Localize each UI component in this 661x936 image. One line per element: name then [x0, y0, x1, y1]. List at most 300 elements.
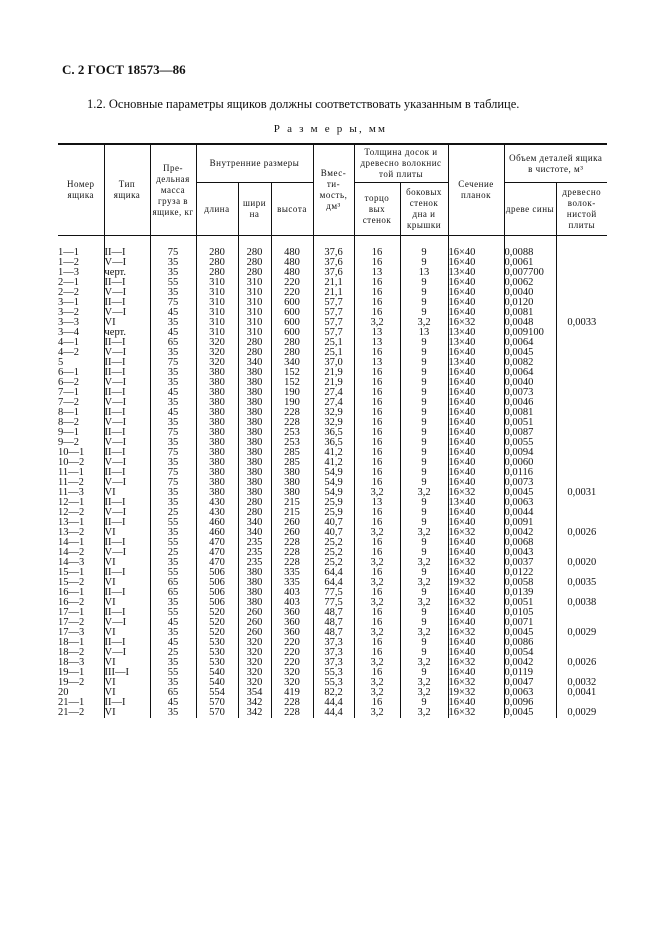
- cell-fiberboard-volume: [556, 348, 607, 358]
- cell-inner-width: 380: [238, 568, 271, 578]
- cell-inner-height: 152: [271, 368, 313, 378]
- cell-box-number: 17—1: [58, 607, 85, 618]
- cell-end-wall-thickness: 16: [354, 288, 400, 298]
- cell-max-load: 75: [150, 298, 196, 308]
- cell-slat-section: 16×40: [448, 668, 504, 678]
- cell-capacity: 44,4: [313, 698, 354, 708]
- cell-box-type: VI: [104, 488, 150, 498]
- cell-slat-section: 13×40: [448, 338, 504, 348]
- cell-wood-volume: 0,0116: [504, 468, 556, 478]
- cell-end-wall-thickness: 3,2: [354, 678, 400, 688]
- cell-end-wall-thickness: 16: [354, 508, 400, 518]
- cell-capacity: 21,1: [313, 278, 354, 288]
- cell-inner-width: 380: [238, 478, 271, 488]
- cell-inner-height: 419: [271, 688, 313, 698]
- cell-inner-width: 380: [238, 428, 271, 438]
- cell-box-number: 14—1: [58, 537, 85, 548]
- cell-box-type: VI: [104, 528, 150, 538]
- cell-max-load: 35: [150, 258, 196, 268]
- cell-fiberboard-volume: [556, 288, 607, 298]
- cell-inner-height: 228: [271, 418, 313, 428]
- cell-wood-volume: 0,0042: [504, 528, 556, 538]
- cell-wood-volume: 0,0046: [504, 398, 556, 408]
- cell-inner-width: 340: [238, 358, 271, 368]
- cell-wood-volume: 0,0060: [504, 458, 556, 468]
- cell-inner-length: 506: [196, 578, 238, 588]
- cell-capacity: 37,6: [313, 268, 354, 278]
- cell-max-load: 35: [150, 528, 196, 538]
- cell-side-wall-thickness: 9: [400, 698, 448, 708]
- cell-end-wall-thickness: 16: [354, 518, 400, 528]
- cell-box-number: 19—2: [58, 677, 85, 688]
- cell-box-number: 3—3: [58, 317, 79, 328]
- cell-slat-section: 13×40: [448, 498, 504, 508]
- cell-side-wall-thickness: 3,2: [400, 678, 448, 688]
- cell-inner-width: 380: [238, 438, 271, 448]
- cell-side-wall-thickness: 9: [400, 358, 448, 368]
- cell-box-number: 16—2: [58, 597, 85, 608]
- cell-side-wall-thickness: 3,2: [400, 598, 448, 608]
- cell-max-load: 35: [150, 378, 196, 388]
- cell-capacity: 54,9: [313, 488, 354, 498]
- cell-wood-volume: 0,0054: [504, 648, 556, 658]
- cell-capacity: 37,6: [313, 258, 354, 268]
- cell-max-load: 35: [150, 348, 196, 358]
- cell-box-type: II—I: [104, 248, 150, 258]
- cell-box-type: V—I: [104, 508, 150, 518]
- cell-capacity: 44,4: [313, 708, 354, 718]
- cell-slat-section: 16×40: [448, 478, 504, 488]
- cell-capacity: 48,7: [313, 608, 354, 618]
- cell-slat-section: 16×32: [448, 558, 504, 568]
- cell-inner-height: 253: [271, 428, 313, 438]
- cell-end-wall-thickness: 13: [354, 358, 400, 368]
- cell-inner-width: 320: [238, 668, 271, 678]
- cell-wood-volume: 0,0091: [504, 518, 556, 528]
- cell-box-type: черт.: [104, 328, 150, 338]
- cell-inner-length: 320: [196, 358, 238, 368]
- cell-inner-height: 260: [271, 528, 313, 538]
- cell-slat-section: 16×40: [448, 548, 504, 558]
- cell-side-wall-thickness: 9: [400, 508, 448, 518]
- cell-wood-volume: 0,0081: [504, 408, 556, 418]
- cell-inner-width: 380: [238, 458, 271, 468]
- cell-inner-width: 380: [238, 388, 271, 398]
- cell-box-number: 15—2: [58, 577, 85, 588]
- cell-side-wall-thickness: 9: [400, 458, 448, 468]
- cell-capacity: 37,3: [313, 658, 354, 668]
- cell-box-type: II—I: [104, 588, 150, 598]
- cell-inner-height: 220: [271, 648, 313, 658]
- cell-fiberboard-volume: [556, 508, 607, 518]
- cell-max-load: 35: [150, 628, 196, 638]
- cell-inner-height: 280: [271, 348, 313, 358]
- cell-inner-height: 190: [271, 388, 313, 398]
- cell-inner-length: 280: [196, 258, 238, 268]
- cell-max-load: 55: [150, 608, 196, 618]
- cell-max-load: 25: [150, 648, 196, 658]
- cell-box-number: 4—1: [58, 337, 79, 348]
- cell-side-wall-thickness: 9: [400, 668, 448, 678]
- cell-max-load: 65: [150, 588, 196, 598]
- cell-inner-length: 280: [196, 248, 238, 258]
- cell-side-wall-thickness: 9: [400, 258, 448, 268]
- cell-box-type: V—I: [104, 258, 150, 268]
- cell-slat-section: 19×32: [448, 688, 504, 698]
- cell-box-number: 10—1: [58, 447, 85, 458]
- cell-end-wall-thickness: 16: [354, 668, 400, 678]
- cell-capacity: 54,9: [313, 478, 354, 488]
- col-header-fiberboard: древесно волок- нистой плиты: [556, 183, 607, 236]
- cell-fiberboard-volume: 0,0035: [556, 578, 607, 588]
- cell-capacity: 25,9: [313, 508, 354, 518]
- cell-inner-height: 228: [271, 408, 313, 418]
- cell-side-wall-thickness: 13: [400, 268, 448, 278]
- cell-slat-section: 19×32: [448, 578, 504, 588]
- cell-box-type: V—I: [104, 548, 150, 558]
- cell-fiberboard-volume: 0,0029: [556, 708, 607, 718]
- cell-inner-length: 430: [196, 498, 238, 508]
- cell-end-wall-thickness: 3,2: [354, 558, 400, 568]
- cell-slat-section: 16×40: [448, 568, 504, 578]
- cell-inner-width: 320: [238, 638, 271, 648]
- cell-slat-section: 16×40: [448, 288, 504, 298]
- cell-slat-section: 16×40: [448, 618, 504, 628]
- cell-end-wall-thickness: 16: [354, 568, 400, 578]
- cell-max-load: 75: [150, 468, 196, 478]
- cell-fiberboard-volume: 0,0032: [556, 678, 607, 688]
- cell-inner-length: 470: [196, 558, 238, 568]
- cell-end-wall-thickness: 13: [354, 338, 400, 348]
- cell-capacity: 55,3: [313, 678, 354, 688]
- cell-max-load: 35: [150, 458, 196, 468]
- cell-box-type: II—I: [104, 638, 150, 648]
- cell-inner-width: 260: [238, 608, 271, 618]
- cell-wood-volume: 0,0139: [504, 588, 556, 598]
- cell-capacity: 57,7: [313, 298, 354, 308]
- cell-side-wall-thickness: 9: [400, 278, 448, 288]
- col-header-volume: Объем деталей ящика в чистоте, м³: [504, 144, 607, 183]
- cell-inner-height: 480: [271, 248, 313, 258]
- cell-box-number: 20: [58, 687, 69, 698]
- cell-slat-section: 16×32: [448, 708, 504, 718]
- cell-inner-length: 506: [196, 568, 238, 578]
- cell-slat-section: 16×40: [448, 398, 504, 408]
- cell-fiberboard-volume: [556, 338, 607, 348]
- cell-box-type: II—I: [104, 388, 150, 398]
- col-header-height: высота: [271, 183, 313, 236]
- cell-max-load: 35: [150, 708, 196, 718]
- cell-max-load: 45: [150, 408, 196, 418]
- cell-box-number: 2—1: [58, 277, 79, 288]
- cell-inner-width: 280: [238, 348, 271, 358]
- cell-fiberboard-volume: [556, 458, 607, 468]
- cell-wood-volume: 0,0048: [504, 318, 556, 328]
- cell-side-wall-thickness: 9: [400, 418, 448, 428]
- cell-capacity: 41,2: [313, 458, 354, 468]
- cell-inner-length: 540: [196, 678, 238, 688]
- cell-max-load: 35: [150, 498, 196, 508]
- cell-end-wall-thickness: 16: [354, 248, 400, 258]
- cell-side-wall-thickness: 9: [400, 518, 448, 528]
- cell-end-wall-thickness: 3,2: [354, 578, 400, 588]
- cell-inner-height: 360: [271, 618, 313, 628]
- cell-max-load: 55: [150, 538, 196, 548]
- cell-box-number: 13—2: [58, 527, 85, 538]
- col-header-end-walls: торцо вых стенок: [354, 183, 400, 236]
- cell-capacity: 54,9: [313, 468, 354, 478]
- cell-slat-section: 16×40: [448, 348, 504, 358]
- cell-capacity: 25,9: [313, 498, 354, 508]
- cell-wood-volume: 0,0047: [504, 678, 556, 688]
- cell-inner-width: 340: [238, 518, 271, 528]
- cell-box-type: II—I: [104, 498, 150, 508]
- cell-box-type: II—I: [104, 518, 150, 528]
- cell-capacity: 77,5: [313, 588, 354, 598]
- cell-inner-width: 310: [238, 328, 271, 338]
- cell-max-load: 45: [150, 308, 196, 318]
- cell-side-wall-thickness: 13: [400, 328, 448, 338]
- cell-wood-volume: 0,0063: [504, 498, 556, 508]
- cell-inner-length: 380: [196, 388, 238, 398]
- cell-fiberboard-volume: [556, 408, 607, 418]
- cell-slat-section: 16×40: [448, 638, 504, 648]
- cell-fiberboard-volume: [556, 438, 607, 448]
- cell-inner-height: 190: [271, 398, 313, 408]
- cell-box-number: 11—3: [58, 487, 84, 498]
- cell-inner-width: 380: [238, 488, 271, 498]
- cell-capacity: 64,4: [313, 578, 354, 588]
- cell-inner-height: 600: [271, 308, 313, 318]
- cell-end-wall-thickness: 16: [354, 368, 400, 378]
- col-header-width: шири на: [238, 183, 271, 236]
- cell-inner-width: 380: [238, 578, 271, 588]
- cell-slat-section: 16×40: [448, 408, 504, 418]
- cell-slat-section: 16×40: [448, 388, 504, 398]
- cell-wood-volume: 0,0105: [504, 608, 556, 618]
- cell-inner-width: 310: [238, 288, 271, 298]
- cell-inner-height: 360: [271, 608, 313, 618]
- cell-inner-length: 470: [196, 548, 238, 558]
- cell-inner-width: 310: [238, 308, 271, 318]
- cell-capacity: 21,9: [313, 368, 354, 378]
- cell-wood-volume: 0,0081: [504, 308, 556, 318]
- cell-wood-volume: 0,0086: [504, 638, 556, 648]
- cell-side-wall-thickness: 9: [400, 638, 448, 648]
- table-body: [58, 236, 607, 719]
- cell-capacity: 27,4: [313, 388, 354, 398]
- cell-capacity: 37,3: [313, 638, 354, 648]
- cell-slat-section: 16×40: [448, 698, 504, 708]
- cell-box-type: II—I: [104, 278, 150, 288]
- cell-inner-length: 380: [196, 408, 238, 418]
- cell-inner-width: 320: [238, 658, 271, 668]
- cell-capacity: 25,2: [313, 548, 354, 558]
- cell-fiberboard-volume: [556, 428, 607, 438]
- cell-inner-length: 380: [196, 398, 238, 408]
- cell-wood-volume: 0,0073: [504, 388, 556, 398]
- cell-slat-section: 16×32: [448, 598, 504, 608]
- cell-inner-height: 285: [271, 458, 313, 468]
- cell-wood-volume: 0,0087: [504, 428, 556, 438]
- cell-end-wall-thickness: 16: [354, 608, 400, 618]
- cell-side-wall-thickness: 9: [400, 498, 448, 508]
- cell-end-wall-thickness: 16: [354, 468, 400, 478]
- cell-side-wall-thickness: 3,2: [400, 628, 448, 638]
- cell-end-wall-thickness: 16: [354, 408, 400, 418]
- cell-wood-volume: 0,0040: [504, 288, 556, 298]
- cell-capacity: 37,0: [313, 358, 354, 368]
- cell-side-wall-thickness: 9: [400, 308, 448, 318]
- cell-fiberboard-volume: [556, 448, 607, 458]
- cell-fiberboard-volume: 0,0041: [556, 688, 607, 698]
- cell-capacity: 21,9: [313, 378, 354, 388]
- cell-inner-length: 520: [196, 618, 238, 628]
- cell-end-wall-thickness: 13: [354, 328, 400, 338]
- cell-inner-height: 600: [271, 298, 313, 308]
- cell-box-number: 7—2: [58, 397, 79, 408]
- cell-capacity: 25,2: [313, 538, 354, 548]
- cell-box-number: 11—1: [58, 467, 84, 478]
- cell-end-wall-thickness: 13: [354, 498, 400, 508]
- cell-box-number: 18—3: [58, 657, 85, 668]
- cell-inner-height: 215: [271, 508, 313, 518]
- cell-inner-width: 380: [238, 598, 271, 608]
- cell-max-load: 35: [150, 418, 196, 428]
- page-header: С. 2 ГОСТ 18573—86: [62, 62, 186, 77]
- cell-end-wall-thickness: 16: [354, 448, 400, 458]
- cell-side-wall-thickness: 9: [400, 568, 448, 578]
- cell-slat-section: 16×40: [448, 448, 504, 458]
- cell-wood-volume: 0,0051: [504, 598, 556, 608]
- cell-box-type: черт.: [104, 268, 150, 278]
- cell-fiberboard-volume: [556, 328, 607, 338]
- cell-box-type: V—I: [104, 478, 150, 488]
- cell-max-load: 75: [150, 358, 196, 368]
- cell-inner-length: 380: [196, 438, 238, 448]
- cell-fiberboard-volume: [556, 278, 607, 288]
- cell-end-wall-thickness: 16: [354, 618, 400, 628]
- cell-wood-volume: 0,0068: [504, 538, 556, 548]
- cell-capacity: 57,7: [313, 308, 354, 318]
- cell-side-wall-thickness: 9: [400, 428, 448, 438]
- cell-wood-volume: 0,0120: [504, 298, 556, 308]
- cell-wood-volume: 0,0062: [504, 278, 556, 288]
- cell-wood-volume: 0,0045: [504, 348, 556, 358]
- cell-inner-height: 152: [271, 378, 313, 388]
- cell-inner-height: 320: [271, 668, 313, 678]
- cell-box-type: II—I: [104, 298, 150, 308]
- cell-wood-volume: 0,0037: [504, 558, 556, 568]
- cell-side-wall-thickness: 3,2: [400, 558, 448, 568]
- cell-box-type: VI: [104, 658, 150, 668]
- cell-slat-section: 16×40: [448, 608, 504, 618]
- cell-side-wall-thickness: 9: [400, 478, 448, 488]
- cell-box-number: 1—2: [58, 257, 79, 268]
- cell-side-wall-thickness: 9: [400, 368, 448, 378]
- cell-end-wall-thickness: 3,2: [354, 318, 400, 328]
- cell-box-number: 5: [58, 357, 64, 368]
- cell-end-wall-thickness: 16: [354, 438, 400, 448]
- cell-box-number: 14—2: [58, 547, 85, 558]
- cell-fiberboard-volume: 0,0026: [556, 528, 607, 538]
- cell-box-type: VI: [104, 558, 150, 568]
- cell-wood-volume: 0,0064: [504, 368, 556, 378]
- cell-box-type: V—I: [104, 418, 150, 428]
- cell-fiberboard-volume: [556, 638, 607, 648]
- cell-wood-volume: 0,0058: [504, 578, 556, 588]
- cell-inner-width: 354: [238, 688, 271, 698]
- cell-inner-length: 320: [196, 338, 238, 348]
- cell-inner-width: 280: [238, 258, 271, 268]
- cell-max-load: 35: [150, 268, 196, 278]
- cell-inner-width: 280: [238, 248, 271, 258]
- cell-wood-volume: 0,009100: [504, 328, 556, 338]
- cell-inner-width: 342: [238, 698, 271, 708]
- cell-capacity: 82,2: [313, 688, 354, 698]
- cell-inner-length: 460: [196, 518, 238, 528]
- table-row: [58, 708, 607, 718]
- cell-inner-width: 380: [238, 378, 271, 388]
- cell-end-wall-thickness: 16: [354, 378, 400, 388]
- cell-side-wall-thickness: 9: [400, 378, 448, 388]
- cell-box-number: 12—1: [58, 497, 85, 508]
- cell-end-wall-thickness: 16: [354, 588, 400, 598]
- cell-end-wall-thickness: 16: [354, 548, 400, 558]
- cell-inner-length: 506: [196, 598, 238, 608]
- cell-side-wall-thickness: 9: [400, 398, 448, 408]
- cell-box-number: 15—1: [58, 567, 85, 578]
- cell-box-number: 9—2: [58, 437, 79, 448]
- cell-box-type: II—I: [104, 368, 150, 378]
- cell-inner-width: 235: [238, 558, 271, 568]
- cell-wood-volume: 0,0042: [504, 658, 556, 668]
- col-header-section: Сечение планок: [448, 144, 504, 236]
- cell-inner-height: 380: [271, 488, 313, 498]
- cell-max-load: 55: [150, 518, 196, 528]
- cell-wood-volume: 0,0082: [504, 358, 556, 368]
- col-header-number: Номер ящика: [58, 144, 104, 236]
- cell-max-load: 55: [150, 668, 196, 678]
- cell-wood-volume: 0,0051: [504, 418, 556, 428]
- cell-inner-length: 380: [196, 378, 238, 388]
- cell-end-wall-thickness: 3,2: [354, 628, 400, 638]
- cell-wood-volume: 0,007700: [504, 268, 556, 278]
- cell-inner-height: 600: [271, 318, 313, 328]
- cell-inner-length: 506: [196, 588, 238, 598]
- cell-inner-width: 342: [238, 708, 271, 718]
- cell-fiberboard-volume: [556, 258, 607, 268]
- cell-inner-height: 220: [271, 638, 313, 648]
- cell-box-number: 9—1: [58, 427, 79, 438]
- cell-inner-height: 320: [271, 678, 313, 688]
- cell-fiberboard-volume: [556, 608, 607, 618]
- cell-fiberboard-volume: [556, 248, 607, 258]
- cell-slat-section: 16×40: [448, 458, 504, 468]
- cell-inner-width: 280: [238, 268, 271, 278]
- cell-wood-volume: 0,0096: [504, 698, 556, 708]
- cell-end-wall-thickness: 16: [354, 298, 400, 308]
- cell-box-type: V—I: [104, 458, 150, 468]
- cell-end-wall-thickness: 16: [354, 648, 400, 658]
- cell-box-type: VI: [104, 318, 150, 328]
- cell-slat-section: 16×40: [448, 518, 504, 528]
- cell-inner-length: 310: [196, 278, 238, 288]
- cell-wood-volume: 0,0045: [504, 628, 556, 638]
- cell-capacity: 41,2: [313, 448, 354, 458]
- cell-fiberboard-volume: [556, 368, 607, 378]
- cell-side-wall-thickness: 9: [400, 438, 448, 448]
